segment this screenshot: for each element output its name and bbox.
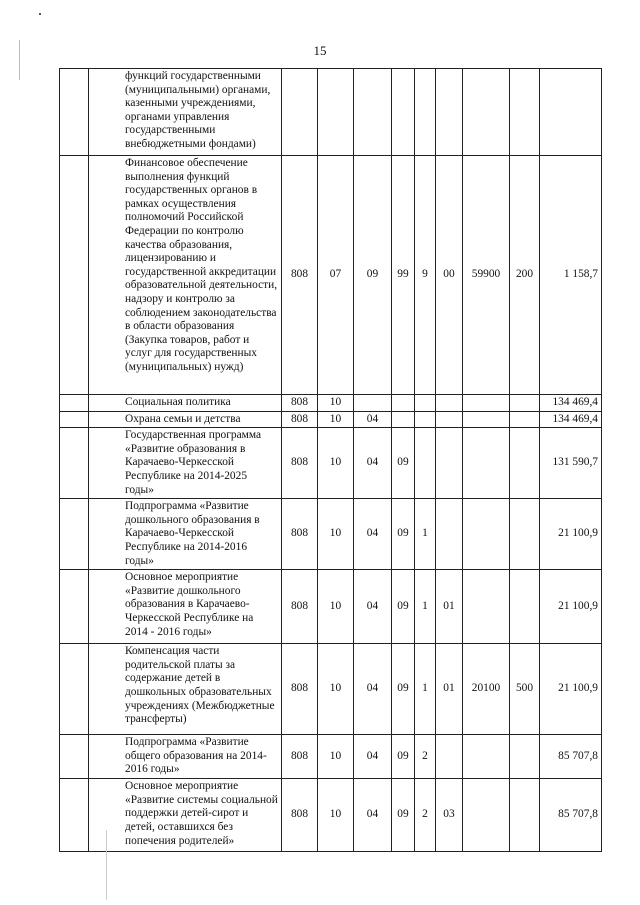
page-number: 15 [313,43,327,58]
expense-type-code-cell [510,570,540,644]
program-code-cell: 09 [392,779,415,852]
subsection-code-cell: 04 [354,499,392,570]
program-code-cell: 09 [392,428,415,499]
event-code-cell: 01 [436,570,463,644]
amount-cell [540,69,602,156]
blank-cell [60,428,89,499]
gov-code-cell: 808 [282,779,318,852]
section-code-cell: 10 [318,735,354,779]
section-code-cell: 07 [318,156,354,395]
subsection-code-cell: 04 [354,644,392,735]
program-code-cell: 09 [392,644,415,735]
blank-cell [60,156,89,395]
blank-cell [60,570,89,644]
event-code-cell [436,499,463,570]
gov-code-cell: 808 [282,428,318,499]
section-code-cell: 10 [318,411,354,428]
expense-type-code-cell [510,779,540,852]
item-name-cell: Компенсация части родительской платы за содержание детей в дошкольных образовательных учреждениях (Межбюджетные трансферты) [89,644,282,735]
expense-type-code-cell [510,411,540,428]
subsection-code-cell [354,69,392,156]
blank-cell [60,411,89,428]
subsection-code-cell: 09 [354,156,392,395]
blank-cell [60,735,89,779]
program-code-cell [392,395,415,412]
amount-cell: 134 469,4 [540,411,602,428]
item-name-cell: Охрана семьи и детства [89,411,282,428]
gov-code-cell: 808 [282,644,318,735]
section-code-cell: 10 [318,779,354,852]
program-code-cell: 99 [392,156,415,395]
program-code-cell [392,411,415,428]
item-name-cell: Социальная политика [89,395,282,412]
blank-cell [60,779,89,852]
item-name-cell: функций государственными (муниципальными) органами, казенными учреждениями, органами управления государственными внебюджетными фондами) [89,69,282,156]
section-code-cell: 10 [318,644,354,735]
program-code-cell [392,69,415,156]
subsection-code-cell: 04 [354,735,392,779]
subprogram-code-cell: 1 [415,499,436,570]
gov-code-cell [282,69,318,156]
amount-cell: 1 158,7 [540,156,602,395]
subsection-code-cell: 04 [354,570,392,644]
program-code-cell: 09 [392,499,415,570]
item-name-cell: Основное мероприятие «Развитие дошкольного образования в Карачаево-Черкесской Республике на 2014 - 2016 годы» [89,570,282,644]
amount-cell: 85 707,8 [540,735,602,779]
event-code-cell: 01 [436,644,463,735]
table-row [60,570,602,644]
subsection-code-cell: 04 [354,428,392,499]
expense-type-code-cell [510,428,540,499]
budget-table [59,68,602,852]
table-row [60,499,602,570]
direction-code-cell [463,69,510,156]
subprogram-code-cell: 2 [415,735,436,779]
expense-type-code-cell [510,735,540,779]
table-row [60,411,602,428]
expense-type-code-cell [510,499,540,570]
blank-cell [60,395,89,412]
program-code-cell: 09 [392,735,415,779]
scan-artifact-line [106,830,107,900]
direction-code-cell [463,570,510,644]
item-name-cell: Подпрограмма «Развитие дошкольного образования в Карачаево-Черкесской Республике на 2014-2016 годы» [89,499,282,570]
amount-cell: 21 100,9 [540,570,602,644]
event-code-cell [436,395,463,412]
direction-code-cell [463,411,510,428]
amount-cell: 85 707,8 [540,779,602,852]
event-code-cell [436,428,463,499]
section-code-cell: 10 [318,499,354,570]
section-code-cell: 10 [318,395,354,412]
event-code-cell: 03 [436,779,463,852]
expense-type-code-cell: 500 [510,644,540,735]
blank-cell [60,499,89,570]
subprogram-code-cell [415,69,436,156]
expense-type-code-cell: 200 [510,156,540,395]
event-code-cell: 00 [436,156,463,395]
table-row [60,395,602,412]
subprogram-code-cell: 9 [415,156,436,395]
subsection-code-cell: 04 [354,411,392,428]
budget-table-body [60,69,602,852]
amount-cell: 21 100,9 [540,499,602,570]
item-name-cell: Основное мероприятие «Развитие системы социальной поддержки детей-сирот и детей, оставшихся без попечения родителей» [89,779,282,852]
subprogram-code-cell [415,395,436,412]
subprogram-code-cell: 1 [415,644,436,735]
subprogram-code-cell [415,411,436,428]
table-row [60,156,602,395]
blank-cell [60,69,89,156]
amount-cell: 21 100,9 [540,644,602,735]
subprogram-code-cell: 1 [415,570,436,644]
scan-artifact-dot [39,13,41,15]
subprogram-code-cell: 2 [415,779,436,852]
table-row [60,735,602,779]
direction-code-cell [463,428,510,499]
event-code-cell [436,735,463,779]
item-name-cell: Подпрограмма «Развитие общего образования на 2014-2016 годы» [89,735,282,779]
amount-cell: 134 469,4 [540,395,602,412]
event-code-cell [436,411,463,428]
table-row [60,69,602,156]
expense-type-code-cell [510,69,540,156]
gov-code-cell: 808 [282,395,318,412]
gov-code-cell: 808 [282,499,318,570]
scan-artifact-line [19,40,20,80]
expense-type-code-cell [510,395,540,412]
gov-code-cell: 808 [282,411,318,428]
table-row [60,428,602,499]
item-name-cell: Финансовое обеспечение выполнения функций государственных органов в рамках осуществления полномочий Российской Федерации по контролю качества образования, лицензированию и государственной аккредитации образовательной деятельности, надзору и контролю за соблюдением законодательства в области образования (Закупка товаров, работ и услуг для государственных (муниципальных) нужд) [89,156,282,395]
amount-cell: 131 590,7 [540,428,602,499]
table-row [60,644,602,735]
program-code-cell: 09 [392,570,415,644]
section-code-cell [318,69,354,156]
direction-code-cell [463,395,510,412]
direction-code-cell [463,499,510,570]
section-code-cell: 10 [318,570,354,644]
gov-code-cell: 808 [282,156,318,395]
direction-code-cell [463,779,510,852]
direction-code-cell [463,735,510,779]
subsection-code-cell [354,395,392,412]
gov-code-cell: 808 [282,735,318,779]
section-code-cell: 10 [318,428,354,499]
direction-code-cell: 59900 [463,156,510,395]
gov-code-cell: 808 [282,570,318,644]
subprogram-code-cell [415,428,436,499]
blank-cell [60,644,89,735]
direction-code-cell: 20100 [463,644,510,735]
event-code-cell [436,69,463,156]
item-name-cell: Государственная программа «Развитие образования в Карачаево-Черкесской Республике на 2014-2025 годы» [89,428,282,499]
subsection-code-cell: 04 [354,779,392,852]
table-row [60,779,602,852]
